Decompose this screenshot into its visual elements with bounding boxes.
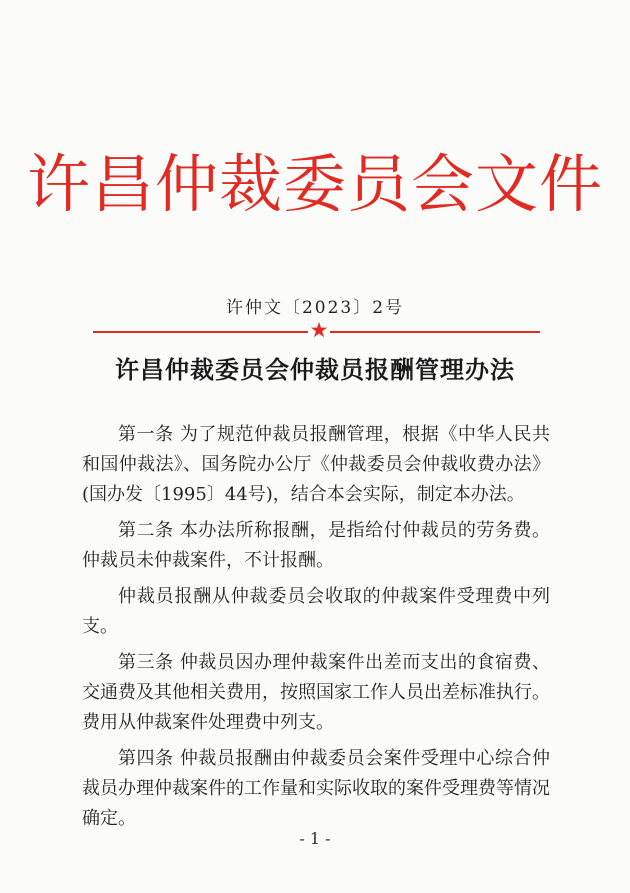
org-header-title: 许昌仲裁委员会文件 <box>27 148 603 221</box>
red-divider-right <box>330 331 540 333</box>
paragraph-article-2: 第二条 本办法所称报酬，是指给付仲裁员的劳务费。仲裁员未仲裁案件，不计报酬。 <box>82 520 550 571</box>
paragraph-article-2-funding: 仲裁员报酬从仲裁委员会收取的仲裁案件受理费中列支。 <box>82 586 550 637</box>
star-icon: ★ <box>309 318 329 342</box>
paragraph-article-4: 第四条 仲裁员报酬由仲裁委员会案件受理中心综合仲裁员办理仲裁案件的工作量和实际收取的案件受理费等情况确定。 <box>82 748 550 829</box>
paragraph-article-3: 第三条 仲裁员因办理仲裁案件出差而支出的食宿费、交通费及其他相关费用，按照国家工作人员出差标准执行。费用从仲裁案件处理费中列支。 <box>82 652 550 733</box>
document-title: 许昌仲裁委员会仲裁员报酬管理办法 <box>115 355 515 384</box>
paragraph-article-1: 第一条 为了规范仲裁员报酬管理，根据《中华人民共和国仲裁法》、国务院办公厅《仲裁委员会仲裁收费办法》(国办发〔1995〕44号)，结合本会实际，制定本办法。 <box>82 424 550 505</box>
page-number: - 1 - <box>299 829 331 848</box>
red-divider-left <box>93 331 308 333</box>
document-number: 许仲文〔2023〕2号 <box>225 298 405 318</box>
document-body <box>82 420 550 840</box>
